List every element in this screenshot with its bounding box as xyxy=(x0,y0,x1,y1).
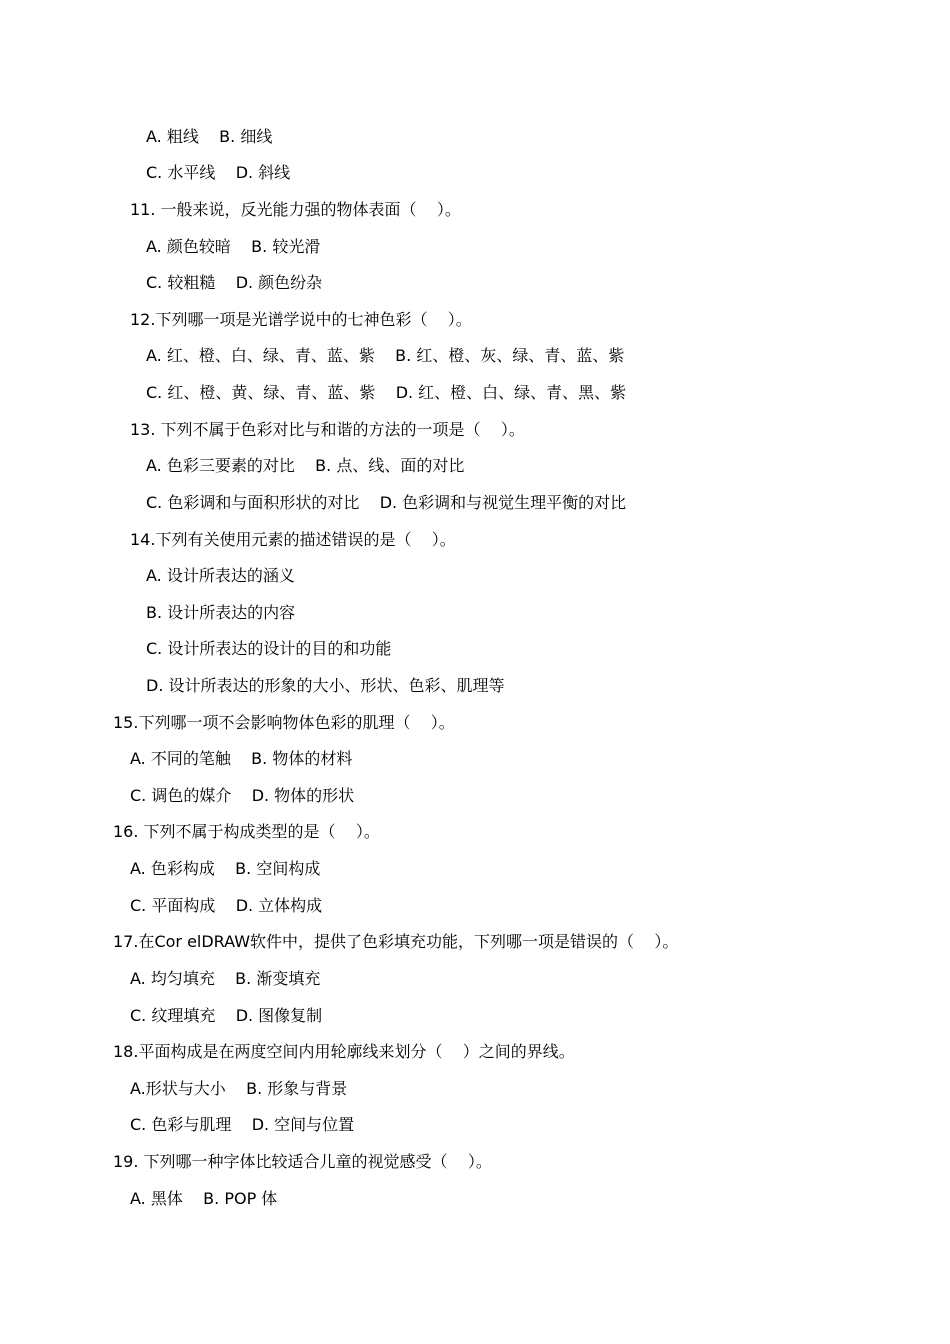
q12-options-cd: C. 红、橙、黄、绿、青、蓝、紫 D. 红、橙、白、绿、青、黑、紫 xyxy=(146,383,627,402)
q16-options-cd: C. 平面构成 D. 立体构成 xyxy=(130,896,323,915)
question-19: 19. 下列哪一种字体比较适合儿童的视觉感受（ ）。 xyxy=(113,1152,492,1171)
q12-options-ab: A. 红、橙、白、绿、青、蓝、紫 B. 红、橙、灰、绿、青、蓝、紫 xyxy=(146,346,625,365)
q16-options-ab: A. 色彩构成 B. 空间构成 xyxy=(130,859,321,878)
q13-options-ab: A. 色彩三要素的对比 B. 点、线、面的对比 xyxy=(146,456,465,475)
q17-options-cd: C. 纹理填充 D. 图像复制 xyxy=(130,1006,323,1025)
question-13: 13. 下列不属于色彩对比与和谐的方法的一项是（ ）。 xyxy=(130,420,525,439)
question-18: 18.平面构成是在两度空间内用轮廓线来划分（ ）之间的界线。 xyxy=(113,1042,575,1061)
question-14: 14.下列有关使用元素的描述错误的是（ ）。 xyxy=(130,530,456,549)
question-15: 15.下列哪一项不会影响物体色彩的肌理（ ）。 xyxy=(113,713,455,732)
q18-options-cd: C. 色彩与肌理 D. 空间与位置 xyxy=(130,1115,355,1134)
q17-options-ab: A. 均匀填充 B. 渐变填充 xyxy=(130,969,321,988)
q15-options-ab: A. 不同的笔触 B. 物体的材料 xyxy=(130,749,353,768)
q14-option-b: B. 设计所表达的内容 xyxy=(146,603,296,622)
q11-options-cd: C. 较粗糙 D. 颜色纷杂 xyxy=(146,273,323,292)
q14-option-d: D. 设计所表达的形象的大小、形状、色彩、肌理等 xyxy=(146,676,505,695)
q15-options-cd: C. 调色的媒介 D. 物体的形状 xyxy=(130,786,355,805)
question-11: 11. 一般来说，反光能力强的物体表面（ ）。 xyxy=(130,200,461,219)
question-12: 12.下列哪一项是光谱学说中的七神色彩（ ）。 xyxy=(130,310,472,329)
q18-options-ab: A.形状与大小 B. 形象与背景 xyxy=(130,1079,348,1098)
q10-options-cd: C. 水平线 D. 斜线 xyxy=(146,163,291,182)
question-16: 16. 下列不属于构成类型的是（ ）。 xyxy=(113,822,380,841)
q14-option-c: C. 设计所表达的设计的目的和功能 xyxy=(146,639,392,658)
q19-options-ab: A. 黑体 B. POP 体 xyxy=(130,1189,278,1208)
q10-options-ab: A. 粗线 B. 细线 xyxy=(146,127,273,146)
q13-options-cd: C. 色彩调和与面积形状的对比 D. 色彩调和与视觉生理平衡的对比 xyxy=(146,493,627,512)
q11-options-ab: A. 颜色较暗 B. 较光滑 xyxy=(146,237,321,256)
q14-option-a: A. 设计所表达的涵义 xyxy=(146,566,295,585)
question-17: 17.在Cor elDRAW软件中，提供了色彩填充功能，下列哪一项是错误的（ ）。 xyxy=(113,932,679,951)
